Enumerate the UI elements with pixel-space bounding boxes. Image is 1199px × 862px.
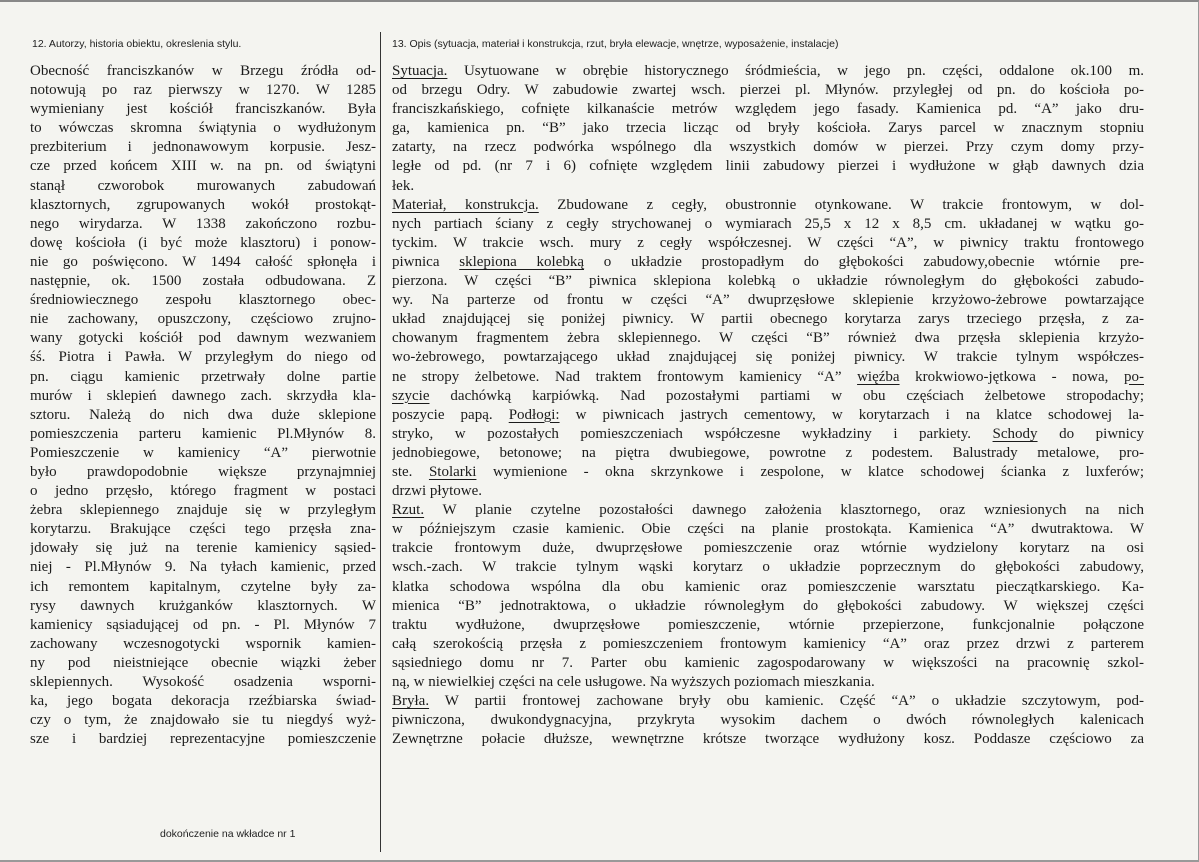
line-text: do piwnicy	[1037, 425, 1144, 442]
line-text: krokwiowo-jętkowa - nowa,	[899, 368, 1124, 385]
underlined-term: Schody	[992, 425, 1038, 442]
continuation-note: dokończenie na wkładce nr 1	[160, 828, 296, 840]
underlined-term: Sytuacja.	[392, 63, 448, 79]
text-line	[392, 348, 1144, 367]
text-line: Obecność franciszkanów w Brzegu źródła od-	[30, 63, 376, 79]
line-text: poszycie papą.	[392, 406, 509, 423]
underlined-term: Podłogi:	[508, 406, 560, 423]
underlined-term: więźba	[857, 368, 900, 385]
text-line: to wówczas skromna świątynia o wydłużonym	[30, 120, 376, 137]
text-line: notowują po raz pierwszy w 1270. W 1285	[30, 82, 376, 99]
line-text: łek.	[392, 177, 415, 194]
text-line: o jedno przęsło, którego fragment w postaci	[30, 483, 376, 500]
text-line: czy o tym, że znajdowało sie tu niegdyś wyż-	[30, 712, 376, 729]
text-line	[392, 730, 1144, 749]
text-line	[392, 272, 1144, 291]
text-line: ich remontem kapitalnym, czytelne były za-	[30, 578, 376, 595]
line-text: ną, w niewielkiej części na cele usługowe. Na wyższych poziomach mieszkania.	[392, 674, 875, 690]
text-line: było prawdopodobnie większe przynajmniej	[30, 463, 376, 480]
line-text: stryko, w pozostałych pomieszczeniach współczesne wykładziny i parkiety.	[392, 425, 993, 442]
text-line	[392, 100, 1144, 119]
text-line: prezbiterium i jednonawowym korpusie. Jesz-	[30, 139, 376, 156]
line-text: jednobiegowe, betonowe; na piętra dwubiegowe, powrotne z podestem. Balustrady metalowe, pro-	[392, 444, 1144, 461]
line-text: ległe od pd. (nr 7 i 6) cofnięte względem linii zabudowy pierzei i wydłużone w głąb dawnych dzia	[392, 158, 1144, 175]
text-line	[392, 692, 1144, 711]
section-12-header: 12. Autorzy, historia obiektu, okreslenia stylu.	[32, 38, 242, 50]
line-text: W planie czytelne pozostałości dawnego założenia klasztornego, oraz wzniesionych na nich	[424, 502, 1144, 519]
text-line: sztoru. Należą do nich dwa duże sklepione	[30, 406, 376, 423]
line-text: całą szerokością przęsła z pomieszczeniem frontowym kamienicy “A” oraz przez drzwi z parterem	[392, 635, 1144, 652]
text-line: żebra sklepiennego znajduje się w przyległym	[30, 502, 376, 519]
line-text: dachówką karpiówką. Nad pozostałymi partiami w obu częściach żelbetowe stropodachy;	[429, 387, 1144, 404]
text-line: zachowany wczesnogotycki wspornik kamien-	[30, 635, 376, 652]
underlined-term: Stolarki	[428, 463, 477, 480]
text-line: nego wirydarza. W 1338 zakończono rozbu-	[30, 215, 376, 232]
text-line: ka, jego bogata dekoracja rzeźbiarska świad-	[30, 693, 376, 710]
line-text: nych partiach ściany z cegły strychowanej o wymiarach 25,5 x 12 x 8,5 cm. układanej w wątku go-	[392, 215, 1144, 232]
text-line	[392, 539, 1144, 558]
underlined-term: Rzut.	[392, 502, 425, 519]
text-line: nie go poświęcono. W 1494 całość spłonęła i	[30, 253, 376, 270]
text-line	[392, 157, 1144, 176]
line-text: tyckim. W trakcie wsch. mury z cegły współczesnej. W części “A”, w piwnicy traktu frontowego	[392, 234, 1144, 251]
text-line	[392, 425, 1144, 444]
text-line	[392, 482, 1144, 501]
text-line: rysy dawnych krużganków klasztornych. W	[30, 597, 376, 614]
text-line: pomieszczenia parteru kamienic Pl.Młynów 8.	[30, 425, 376, 442]
text-line: następnie, ok. 1500 została odbudowana. Z	[30, 273, 376, 290]
text-line	[392, 444, 1144, 463]
text-line	[392, 654, 1144, 673]
text-line	[392, 119, 1144, 138]
text-line	[392, 196, 1144, 215]
text-line	[392, 673, 1144, 692]
line-text: od brzegu Odry. W zabudowie zwartej wsch. pierzei pl. Młynów. przyległej od pn. do kościoła po-	[392, 82, 1144, 99]
underlined-term: po-	[1124, 368, 1144, 385]
text-line: klasztornych, zgrupowanych wokół prostokąt-	[30, 196, 376, 213]
underlined-term: sklepiona kolebką	[459, 253, 585, 270]
line-text: drzwi płytowe.	[392, 483, 482, 500]
text-line: murów i sklepień dawnego zach. skrzydła kla-	[30, 387, 376, 404]
text-line	[392, 368, 1144, 387]
text-line: Pomieszczenie w kamienicy “A” pierwotnie	[30, 444, 376, 461]
underlined-term: Materiał, konstrukcja.	[392, 196, 539, 213]
line-text: franciszkańskiego, cofnięte kilkanaście metrów względem jego fasady. Kamienica pd. “A” jako dru-	[392, 101, 1144, 118]
text-line	[392, 215, 1144, 234]
text-line: kamienicy sąsiadującej od pn. - Pl. Młynów 7	[30, 616, 376, 633]
text-line	[392, 138, 1144, 157]
text-line	[392, 234, 1144, 253]
line-text: Zbudowane z cegły, obustronnie otynkowane. W trakcie frontowym, w dol-	[538, 196, 1144, 213]
line-text: ga, kamienica pn. “B” jako trzecia licząc od bryły kościoła. Zarys parcel w znacznym stopniu	[392, 120, 1144, 137]
text-line: sklepiennych. Wysokość osadzenia wsporni-	[30, 674, 376, 690]
underlined-term: Bryła.	[392, 693, 430, 710]
text-line	[392, 463, 1144, 482]
text-line	[392, 291, 1144, 310]
text-line	[392, 501, 1144, 520]
line-text: piwnica	[392, 253, 460, 270]
text-line: wany gotycki kościół pod dawnym wezwaniem	[30, 330, 376, 347]
line-text: klatka schodowa wspólna dla obu kamienic oraz pomieszczenie warsztatu pieczątkarskiego. Ka-	[392, 578, 1144, 595]
section-13-header: 13. Opis (sytuacja, materiał i konstrukcja, rzut, bryła elewacje, wnętrze, wyposażenie, instalacje)	[392, 38, 839, 50]
text-line: korytarzu. Brakujące części tego przęsła zna-	[30, 521, 376, 538]
text-line: nie zachowany, opuszczony, częściowo zrujno-	[30, 311, 376, 328]
history-text-column	[30, 62, 376, 749]
text-line: śś. Piotra i Pawła. W przyległym do niego od	[30, 349, 376, 366]
text-line: niej - Pl.Młynów 9. Na tyłach kamienic, przed	[30, 559, 376, 576]
line-text: wymienione - okna skrzynkowe i zespolone, w klatce schodowej ścianka z luxferów;	[476, 463, 1144, 480]
line-text: wy. Na parterze od frontu w części “A” dwuprzęsłowe sklepienie krzyżowo-żebrowe powtarzające	[392, 292, 1144, 309]
text-line	[392, 406, 1144, 425]
text-line	[392, 387, 1144, 406]
line-text: układ znajdującej się poniżej piwnicy. W partii obecnego korytarza zarys trzeciego przęsła, z za-	[392, 311, 1144, 328]
text-line	[392, 711, 1144, 730]
line-text: W partii frontowej zachowane bryły obu kamienic. Część “A” o układzie szczytowym, pod-	[429, 693, 1144, 710]
line-text: zatarty, na rzecz podwórka wspólnego dla wszystkich domów w pierzei. Przy czym domy przy-	[392, 139, 1144, 156]
line-text: ne stropy żelbetowe. Nad traktem frontowym kamienicy “A”	[392, 368, 858, 385]
line-text: Usytuowane w obrębie historycznego śródmieścia, w jego pn. części, oddalone ok.100 m.	[447, 63, 1144, 79]
text-line: dowę kościoła (i być może klasztoru) i ponow-	[30, 234, 376, 251]
line-text: traktu wydłużone, dwuprzęsłowe pomieszczenie, wtórnie przepierzone, funkcjonalnie połączone	[392, 616, 1144, 633]
line-text: chowanym fragmentem żebra sklepiennego. W części “B” również dwa przęsła sklepienia krzyżo-	[392, 330, 1144, 347]
text-line: stanął czworobok murowanych zabudowań	[30, 177, 376, 194]
text-line: średniowiecznego zespołu klasztornego obec-	[30, 292, 376, 309]
line-text: w piwnicach jastrych cementowy, w korytarzach i na klatce schodowej la-	[559, 406, 1144, 423]
line-text: mienica “B” jednotraktowa, o układzie równoległym do głębokości zabudowy. W większej części	[392, 597, 1144, 614]
text-line	[392, 329, 1144, 348]
text-line	[392, 616, 1144, 635]
line-text: piwniczona, dwukondygnacyjna, przykryta wysokim dachem o dwóch równoległych kalenicach	[392, 712, 1144, 729]
text-line	[392, 597, 1144, 616]
line-text: sąsiedniego domu nr 7. Parter obu kamienic zagospodarowany w większości na pracownię szkol-	[392, 654, 1144, 671]
text-line	[392, 558, 1144, 577]
line-text: wo-żebrowego, powtarzającego układ znajdującej się poniżej piwnicy. W trakcie tylnym współczes-	[392, 349, 1144, 366]
text-line: ny pod nieistniejące obecnie wiązki żeber	[30, 654, 376, 671]
text-line	[392, 635, 1144, 654]
text-line: sze i bardziej reprezentacyjne pomieszczenie	[30, 731, 376, 748]
text-line: cze przed końcem XIII w. na pn. od świątyni	[30, 158, 376, 175]
line-text: ste.	[392, 463, 429, 480]
line-text: w późniejszym czasie kamienic. Obie części na planie prostokąta. Kamienica “A” dwutraktowa. W	[392, 521, 1144, 538]
text-line: jdowały się już na terenie kamienicy sąsied-	[30, 540, 376, 557]
line-text: o układzie prostopadłym do głębokości zabudowy,obecnie wtórnie pre-	[584, 253, 1144, 270]
text-line	[392, 310, 1144, 329]
underlined-term: szycie	[392, 387, 430, 404]
text-line	[392, 253, 1144, 272]
text-line	[392, 62, 1144, 81]
description-text-column	[392, 62, 1144, 749]
text-line	[392, 578, 1144, 597]
line-text: wsch.-zach. W trakcie tylnym wąski korytarz o układzie poprzecznym do głębokości zabudowy,	[392, 559, 1144, 576]
column-divider	[380, 32, 381, 852]
text-line: wymieniany jest kościół franciszkanów. Była	[30, 101, 376, 118]
text-line	[392, 520, 1144, 539]
text-line: pn. ciągu kamienic przetrwały dolne partie	[30, 368, 376, 385]
line-text: Zewnętrzne połacie dłuższe, wewnętrzne krótsze tworzące wydłużony kosz. Poddasze częściowo za	[392, 731, 1144, 748]
text-line	[392, 81, 1144, 100]
text-line	[392, 177, 1144, 196]
line-text: pierzona. W części “B” piwnica sklepiona kolebką o układzie równoległym do głębokości zabudo-	[392, 273, 1144, 290]
line-text: trakcie frontowym duże, dwuprzęsłowe pomieszczenie oraz wtórnie wydzielony korytarz na osi	[392, 540, 1144, 557]
